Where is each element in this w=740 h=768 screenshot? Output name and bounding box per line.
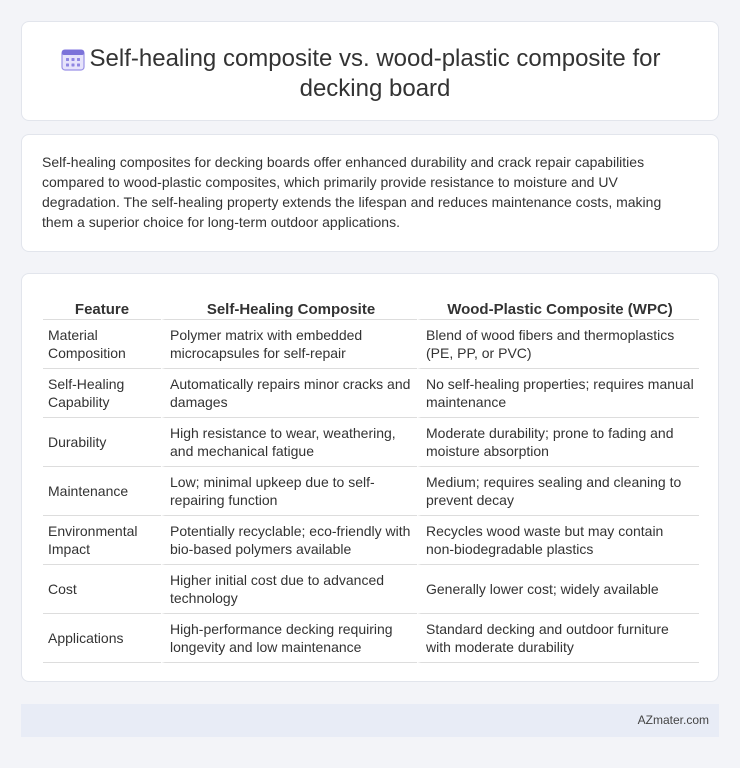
table-cell-wpc: Standard decking and outdoor furniture with moderate durability [417, 614, 699, 663]
table-cell-wpc: Recycles wood waste but may contain non-biodegradable plastics [417, 516, 699, 565]
summary-card [21, 134, 719, 252]
table-cell-wpc: No self-healing properties; requires manual maintenance [417, 369, 699, 418]
table-cell-feature: Environmental Impact [43, 516, 161, 565]
comparison-table [43, 296, 699, 663]
table-cell-feature: Cost [43, 565, 161, 614]
table-cell-self-healing: High resistance to wear, weathering, and mechanical fatigue [161, 418, 417, 467]
table-cell-feature: Self-Healing Capability [43, 369, 161, 418]
table-row [43, 516, 699, 565]
footer-brand: AZmater.com [637, 713, 709, 727]
table-row [43, 320, 699, 369]
table-cell-self-healing: Polymer matrix with embedded microcapsules for self-repair [161, 320, 417, 369]
table-cell-feature: Applications [43, 614, 161, 663]
table-cell-self-healing: High-performance decking requiring longevity and low maintenance [161, 614, 417, 663]
comparison-table-card [21, 273, 719, 682]
table-cell-feature: Durability [43, 418, 161, 467]
table-cell-self-healing: Higher initial cost due to advanced technology [161, 565, 417, 614]
table-cell-self-healing: Automatically repairs minor cracks and damages [161, 369, 417, 418]
title-card [21, 21, 719, 121]
table-cell-self-healing: Low; minimal upkeep due to self-repairing function [161, 467, 417, 516]
table-header-row [43, 296, 699, 320]
table-row [43, 369, 699, 418]
column-header-wpc: Wood-Plastic Composite (WPC) [417, 296, 699, 320]
table-row [43, 467, 699, 516]
table-row [43, 614, 699, 663]
table-row [43, 418, 699, 467]
footer-bar [21, 704, 719, 737]
table-cell-wpc: Generally lower cost; widely available [417, 565, 699, 614]
table-cell-wpc: Medium; requires sealing and cleaning to prevent decay [417, 467, 699, 516]
column-header-self-healing: Self-Healing Composite [161, 296, 417, 320]
table-row [43, 565, 699, 614]
table-cell-wpc: Blend of wood fibers and thermoplastics (PE, PP, or PVC) [417, 320, 699, 369]
page-title: Self-healing composite vs. wood-plastic composite for decking board [89, 45, 661, 102]
table-cell-wpc: Moderate durability; prone to fading and moisture absorption [417, 418, 699, 467]
summary-text: Self-healing composites for decking boards offer enhanced durability and crack repair capabilities compared to wood-plastic composites, which primarily provide resistance to moisture and UV degradation. The self-healing property extends the lifespan and reduces maintenance costs, making them a superior choice for long-term outdoor applications. [42, 154, 662, 230]
column-header-feature: Feature [43, 296, 161, 320]
table-cell-feature: Maintenance [43, 467, 161, 516]
table-cell-feature: Material Composition [43, 320, 161, 369]
table-cell-self-healing: Potentially recyclable; eco-friendly with bio-based polymers available [161, 516, 417, 565]
